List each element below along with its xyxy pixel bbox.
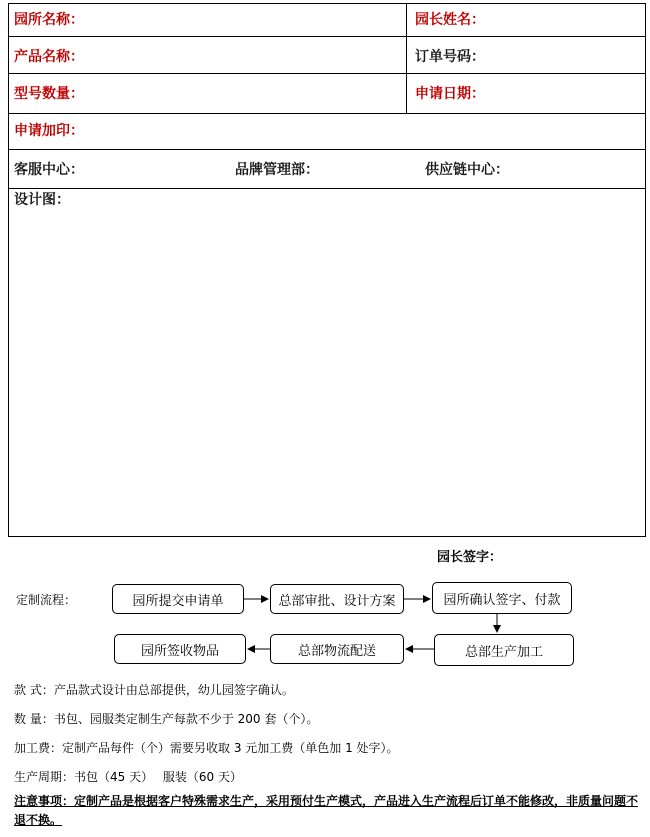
note-quantity: 数 量：书包、园服类定制生产每款不少于 200 套（个）。: [14, 712, 319, 726]
process-step-deliver: 总部物流配送: [270, 634, 404, 664]
process-step-submit: 园所提交申请单: [112, 584, 244, 614]
notice: 注意事项：定制产品是根据客户特殊需求生产，采用预付生产模式，产品进入生产流程后订单不能修改，非质量问题不退不换。: [14, 794, 639, 827]
brand-dept-label: 品牌管理部：: [235, 162, 319, 178]
principal-signature-label: 园长签字：: [437, 550, 503, 565]
process-step-receive: 园所签收物品: [114, 634, 246, 664]
process-label: 定制流程：: [16, 593, 77, 607]
note-fee: 加工费：定制产品每件（个）需要另收取 3 元加工费（单色加 1 处字）。: [14, 741, 399, 755]
model-quantity-label: 型号数量：: [14, 86, 84, 102]
process-step-produce: 总部生产加工: [434, 634, 574, 666]
principal-name-label: 园长姓名：: [415, 12, 485, 28]
note-style: 款 式：产品款式设计由总部提供，幼儿园签字确认。: [14, 683, 294, 697]
kindergarten-name-label: 园所名称：: [14, 12, 84, 28]
product-name-label: 产品名称：: [14, 49, 84, 65]
design-label: 设计图：: [14, 192, 70, 208]
apply-logo-label: 申请加印：: [14, 123, 84, 139]
customer-service-label: 客服中心：: [14, 162, 84, 178]
order-number-label: 订单号码：: [415, 49, 485, 65]
process-step-confirm: 园所确认签字、付款: [432, 582, 572, 614]
note-cycle: 生产周期：书包（45 天） 服装（60 天）: [14, 770, 242, 784]
apply-date-label: 申请日期：: [415, 86, 485, 102]
process-step-approve: 总部审批、设计方案: [270, 584, 404, 614]
supply-chain-label: 供应链中心：: [425, 162, 509, 178]
